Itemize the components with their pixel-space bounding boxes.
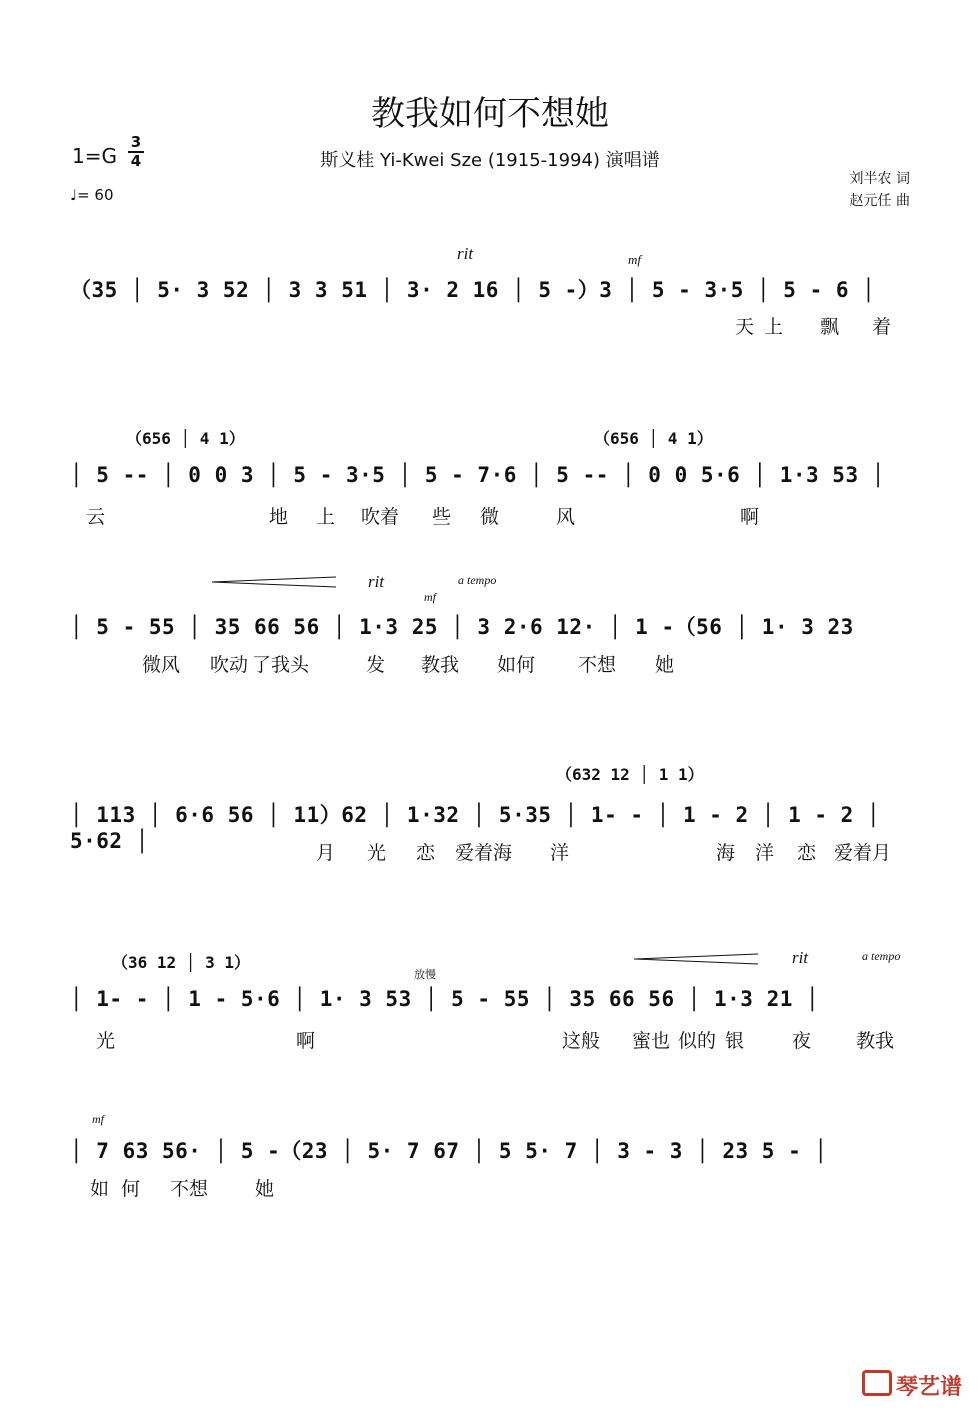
notation-line-2: │ 5 -- │ 0 0 3 │ 5 - 3·5 │ 5 - 7·6 │ 5 -- │ 0 0 5·6 │ 1·3 53 │ [70, 463, 885, 487]
instrumental-bracket: （36 12 │ 3 1） [112, 953, 250, 972]
notation-line-3: │ 5 - 55 │ 35 66 56 │ 1·3 25 │ 3 2·6 12· │ 1 -（56 │ 1· 3 23 [70, 615, 854, 639]
lyric: 何 [121, 1178, 141, 1200]
a-tempo-mark: a tempo [458, 573, 497, 587]
time-top: 3 [130, 133, 142, 151]
lyric: 发 [366, 654, 386, 676]
lyric: 微风 [142, 654, 181, 676]
tempo-marking: ♩= 60 [70, 186, 114, 204]
lyric: 教我 [856, 1030, 895, 1052]
lyric: 啊 [740, 506, 760, 528]
lyric: 银 [725, 1030, 745, 1052]
piano-logo-icon [862, 1370, 892, 1396]
lyric: 上 [764, 316, 784, 338]
lyric: 光 [96, 1030, 116, 1052]
watermark-text: 琴艺谱 [895, 1375, 962, 1400]
lyric: 恋 [416, 842, 436, 864]
lyric: 如 [90, 1178, 110, 1200]
lyric: 了我头 [252, 654, 310, 676]
lyric: 月 [316, 842, 336, 864]
lyric: 啊 [296, 1030, 316, 1052]
watermark-logo [862, 1370, 962, 1401]
time-bottom: 4 [128, 151, 144, 170]
lyric: 教我 [421, 654, 460, 676]
notation-line-1: （35 │ 5· 3 52 │ 3 3 51 │ 3· 2 16 │ 5 -）3 │ 5 - 3·5 │ 5 - 6 │ [70, 278, 876, 302]
rit-mark: rit [792, 948, 809, 967]
rit-mark: rit [457, 244, 474, 263]
time-signature [128, 134, 144, 170]
lyric: 上 [316, 506, 336, 528]
instrumental-bracket: （656 │ 4 1） [126, 429, 245, 448]
lyric: 她 [255, 1178, 275, 1200]
lyric: 如何 [497, 654, 536, 676]
lyric: 洋 [550, 842, 570, 864]
lyric: 吹动 [210, 654, 249, 676]
crescendo-hairpin [212, 576, 336, 588]
lyric: 云 [86, 506, 106, 528]
composer-credit: 赵元任 曲 [849, 193, 910, 209]
performer-subtitle: 斯义桂 Yi-Kwei Sze (1915-1994) 演唱谱 [320, 150, 660, 171]
lyric: 微 [480, 506, 500, 528]
lyric: 吹着 [361, 506, 400, 528]
mf-mark: mf [628, 252, 641, 267]
lyric: 飘 [820, 316, 840, 338]
page-title: 教我如何不想她 [371, 94, 609, 134]
lyric: 天 [735, 316, 755, 338]
lyric: 洋 [755, 842, 775, 864]
notation-line-6: │ 7 63 56· │ 5 -（23 │ 5· 7 67 │ 5 5· 7 │ 3 - 3 │ 23 5 - │ [70, 1139, 828, 1163]
lyric: 风 [556, 506, 576, 528]
lyric: 夜 [792, 1030, 812, 1052]
lyric: 不想 [578, 654, 617, 676]
lyric: 爱着月 [834, 842, 892, 864]
key-signature: 1=G [72, 144, 117, 168]
lyric: 她 [655, 654, 675, 676]
lyricist-credit: 刘半农 词 [849, 171, 910, 187]
instrumental-bracket: （656 │ 4 1） [594, 429, 713, 448]
mf-mark: mf [424, 590, 436, 604]
a-tempo-mark: a tempo [862, 949, 901, 963]
lyric: 蜜也 [632, 1030, 671, 1052]
slow-down-mark: 放慢 [414, 968, 436, 981]
lyric: 爱着海 [455, 842, 513, 864]
lyric: 这般 [562, 1030, 601, 1052]
mf-mark: mf [92, 1112, 104, 1126]
rit-mark: rit [368, 572, 385, 591]
notation-line-4: │ 113 │ 6·6 56 │ 11）62 │ 1·32 │ 5·35 │ 1- - │ 1 - 2 │ 1 - 2 │ 5·62 │ [70, 803, 881, 853]
lyric: 不想 [170, 1178, 209, 1200]
lyric: 似的 [678, 1030, 717, 1052]
lyric: 光 [367, 842, 387, 864]
crescendo-hairpin [634, 953, 758, 965]
lyric: 地 [269, 506, 289, 528]
instrumental-bracket: （632 12 │ 1 1） [556, 765, 704, 784]
lyric: 恋 [797, 842, 817, 864]
lyric: 着 [872, 316, 892, 338]
lyric: 些 [432, 506, 452, 528]
lyric: 海 [716, 842, 736, 864]
notation-line-5: │ 1- - │ 1 - 5·6 │ 1· 3 53 │ 5 - 55 │ 35 66 56 │ 1·3 21 │ [70, 987, 820, 1011]
